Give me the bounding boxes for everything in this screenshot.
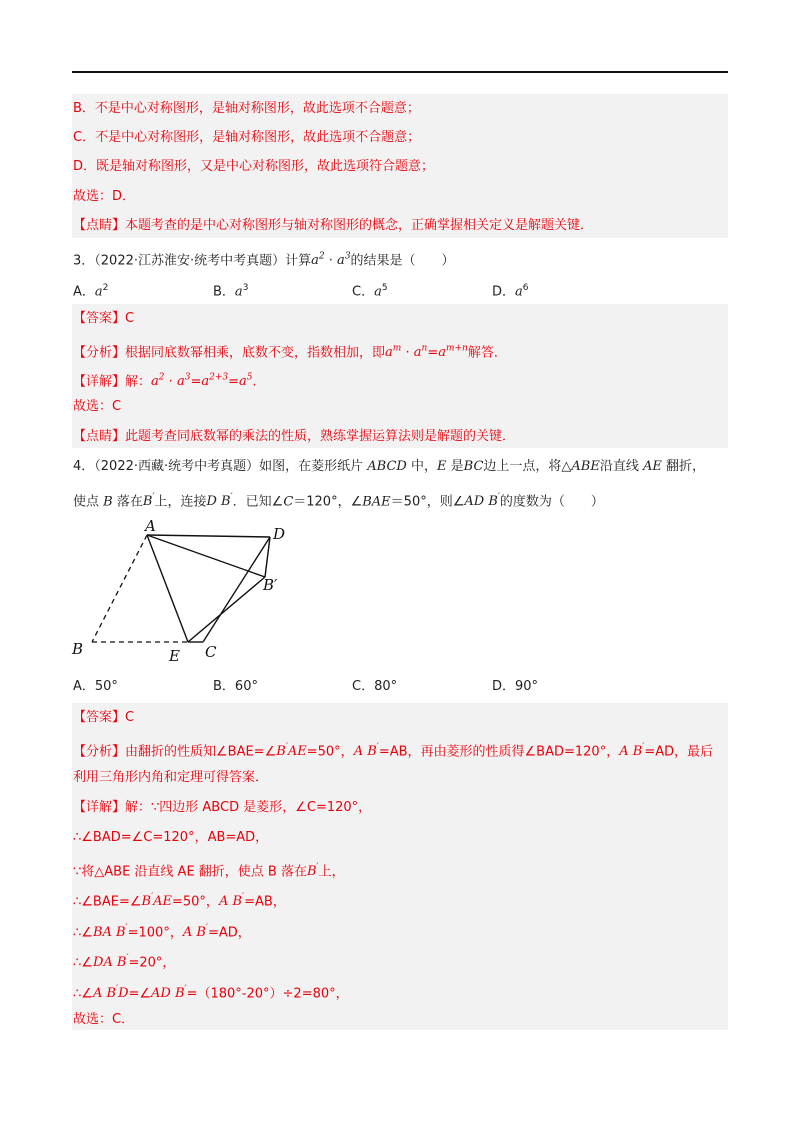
q3-analysis: 【分析】根据同底数幂相乘，底数不变，指数相加，即$a^m \cdot a^n=a^{m+n}$解答． <box>73 344 507 361</box>
q4-detail-line2: ∴∠BAD=∠C=120°，AB=AD， <box>73 830 269 845</box>
q2-choice: 故选：D． <box>73 189 136 204</box>
segment-DC <box>203 537 270 642</box>
q2-comment: 【点睛】本题考查的是中心对称图形与轴对称图形的概念，正确掌握相关定义是解题关键． <box>73 218 594 233</box>
q4-detail-line7: ∴∠A B′D=∠AD B′=（180°-20°）÷2=80°， <box>73 985 349 1002</box>
label-D: D <box>273 525 286 543</box>
label-E: E <box>169 647 180 665</box>
q4-analysis-line2: 利用三角形内角和定理可得答案． <box>73 770 269 785</box>
q4-stem-line2: 使点 B 落在B′上，连接D B′．已知∠C＝120°，∠BAE＝50°，则∠AD B′的度数为（ ） <box>73 493 604 510</box>
segment-AE <box>147 535 188 642</box>
q3-stem: 3．（2022·江苏淮安·统考中考真题）计算$a^2 \cdot a^3$的结果是（ ） <box>73 252 455 269</box>
q3-option-b: B．$a^3$ <box>213 283 249 300</box>
q3-choice: 故选：C <box>73 399 122 414</box>
q3-option-c: C．$a^5$ <box>352 283 388 300</box>
rhombus-figure <box>70 518 300 668</box>
q4-option-d: D．90° <box>492 679 539 694</box>
label-B-prime: B′ <box>263 576 278 594</box>
header-rule <box>72 71 728 73</box>
q4-choice: 故选：C． <box>73 1012 135 1027</box>
q4-detail-line1: 【详解】解：∵四边形 ABCD 是菱形，∠C=120°， <box>73 800 372 815</box>
q3-comment: 【点睛】此题考查同底数幂的乘法的性质，熟练掌握运算法则是解题的关键． <box>73 429 516 444</box>
q4-detail-line5: ∴∠BA B′=100°，A B′=AD， <box>73 924 251 941</box>
q4-answer: 【答案】C <box>73 710 135 725</box>
q4-detail-line4: ∴∠BAE=∠B′AE=50°，A B′=AB， <box>73 893 286 910</box>
q4-option-b: B．60° <box>213 679 258 694</box>
q4-detail-line3: ∵将△ABE 沿直线 AE 翻折，使点 B 落在B′上， <box>73 863 345 880</box>
q4-option-c: C．80° <box>352 679 398 694</box>
q3-option-d: D．$a^6$ <box>492 283 529 300</box>
q4-analysis-line1: 【分析】由翻折的性质知∠BAE=∠B′AE=50°，A B′=AB，再由菱形的性质得∠BAD=120°，A B′=AD，最后 <box>73 743 714 760</box>
q3-option-a: A．$a^2$ <box>73 283 109 300</box>
segment-EB-prime <box>188 577 265 642</box>
label-C: C <box>205 643 217 661</box>
label-A: A <box>145 518 156 535</box>
q4-detail-line6: ∴∠DA B′=20°， <box>73 954 176 971</box>
segment-AD <box>147 535 270 537</box>
q2-option-c: C．不是中心对称图形，是轴对称图形，故此选项不合题意； <box>73 130 421 145</box>
q4-option-a: A．50° <box>73 679 118 694</box>
label-B: B <box>72 640 84 658</box>
q2-option-d: D．既是轴对称图形，又是中心对称图形，故此选项符合题意； <box>73 159 435 174</box>
q4-stem-line1: 4．（2022·西藏·统考中考真题）如图，在菱形纸片 ABCD 中，E 是BC边上一点，将△ABE沿直线 AE 翻折， <box>73 459 706 474</box>
q3-detail: 【详解】解：$a^2 \cdot a^3=a^{2+3}=a^5$. <box>73 373 257 390</box>
segment-AB-prime <box>147 535 265 577</box>
dashed-AB <box>92 535 147 642</box>
q3-answer: 【答案】C <box>73 311 135 326</box>
q2-option-b: B．不是中心对称图形，是轴对称图形，故此选项不合题意； <box>73 101 420 116</box>
